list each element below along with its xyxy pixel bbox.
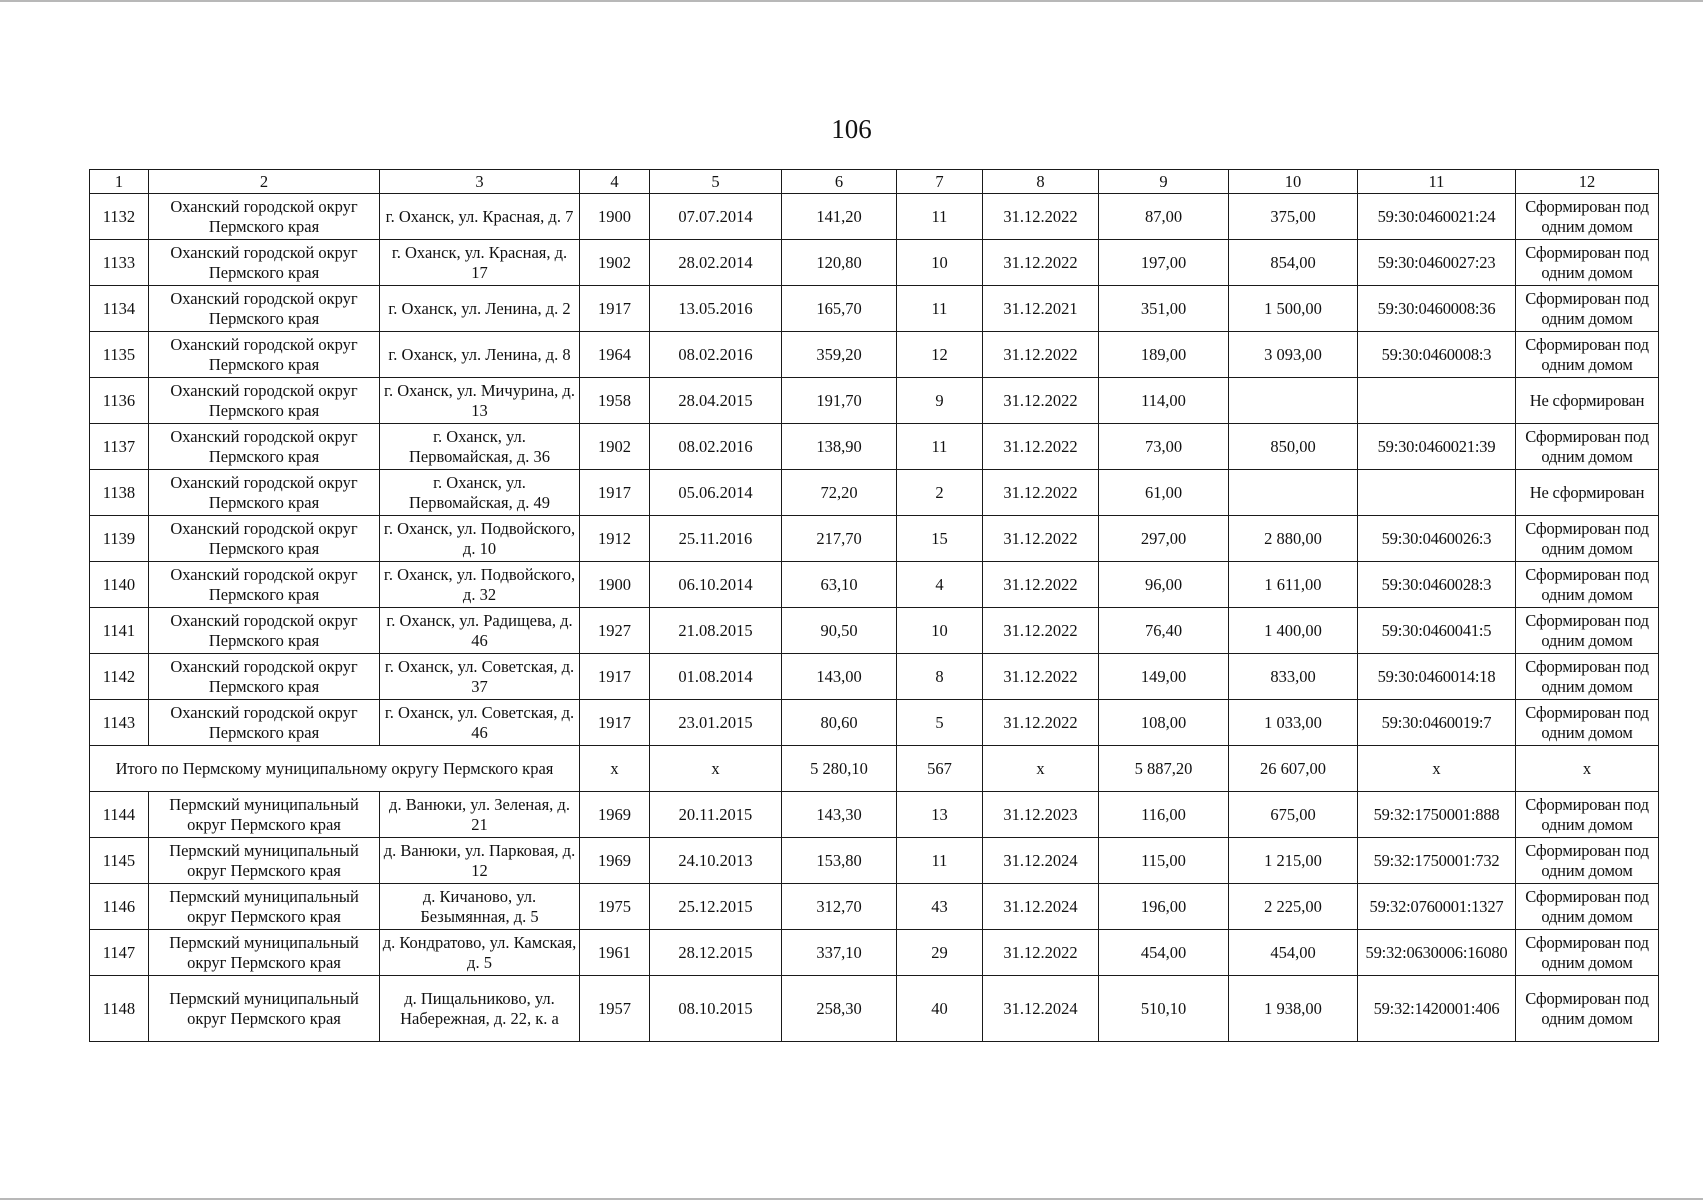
status-cell: Сформирован под одним домом (1516, 884, 1659, 930)
col9-cell: 297,00 (1099, 516, 1229, 562)
col9-cell: 189,00 (1099, 332, 1229, 378)
address-cell: г. Оханск, ул. Подвойского, д. 32 (380, 562, 580, 608)
year-cell: 1975 (580, 884, 650, 930)
subtotal-col10: 26 607,00 (1229, 746, 1358, 792)
deadline-cell: 31.12.2023 (983, 792, 1099, 838)
date-cell: 25.12.2015 (650, 884, 782, 930)
col10-cell: 1 215,00 (1229, 838, 1358, 884)
table-row (90, 562, 1659, 608)
municipality-cell: Оханский городской округ Пермского края (149, 516, 380, 562)
status-cell: Сформирован под одним домом (1516, 332, 1659, 378)
column-header: 6 (782, 170, 897, 194)
cadastral-number-cell: 59:30:0460041:5 (1358, 608, 1516, 654)
subtotal-row (90, 746, 1659, 792)
col9-cell: 61,00 (1099, 470, 1229, 516)
area-cell: 80,60 (782, 700, 897, 746)
area-cell: 165,70 (782, 286, 897, 332)
col10-cell (1229, 378, 1358, 424)
deadline-cell: 31.12.2021 (983, 286, 1099, 332)
deadline-cell: 31.12.2024 (983, 976, 1099, 1042)
table-row (90, 608, 1659, 654)
deadline-cell: 31.12.2022 (983, 378, 1099, 424)
col9-cell: 351,00 (1099, 286, 1229, 332)
col10-cell: 850,00 (1229, 424, 1358, 470)
residents-cell: 40 (897, 976, 983, 1042)
municipality-cell: Оханский городской округ Пермского края (149, 424, 380, 470)
row-number-cell: 1134 (90, 286, 149, 332)
row-number-cell: 1133 (90, 240, 149, 286)
row-number-cell: 1138 (90, 470, 149, 516)
column-header: 8 (983, 170, 1099, 194)
status-cell: Не сформирован (1516, 470, 1659, 516)
area-cell: 138,90 (782, 424, 897, 470)
municipality-cell: Пермский муниципальный округ Пермского края (149, 838, 380, 884)
area-cell: 120,80 (782, 240, 897, 286)
status-cell: Сформирован под одним домом (1516, 562, 1659, 608)
deadline-cell: 31.12.2022 (983, 424, 1099, 470)
municipality-cell: Пермский муниципальный округ Пермского края (149, 792, 380, 838)
table-row (90, 470, 1659, 516)
column-header: 10 (1229, 170, 1358, 194)
col9-cell: 197,00 (1099, 240, 1229, 286)
table-row (90, 194, 1659, 240)
area-cell: 90,50 (782, 608, 897, 654)
col9-cell: 196,00 (1099, 884, 1229, 930)
col10-cell: 1 938,00 (1229, 976, 1358, 1042)
col9-cell: 510,10 (1099, 976, 1229, 1042)
year-cell: 1902 (580, 424, 650, 470)
row-number-cell: 1141 (90, 608, 149, 654)
address-cell: г. Оханск, ул. Красная, д. 17 (380, 240, 580, 286)
status-cell: Сформирован под одним домом (1516, 930, 1659, 976)
col10-cell: 2 880,00 (1229, 516, 1358, 562)
address-cell: г. Оханск, ул. Советская, д. 37 (380, 654, 580, 700)
column-header: 9 (1099, 170, 1229, 194)
table-row (90, 654, 1659, 700)
column-number-row (90, 170, 1659, 194)
address-cell: г. Оханск, ул. Подвойского, д. 10 (380, 516, 580, 562)
column-header: 2 (149, 170, 380, 194)
row-number-cell: 1135 (90, 332, 149, 378)
col10-cell: 375,00 (1229, 194, 1358, 240)
row-number-cell: 1132 (90, 194, 149, 240)
deadline-cell: 31.12.2022 (983, 562, 1099, 608)
status-cell: Сформирован под одним домом (1516, 976, 1659, 1042)
area-cell: 337,10 (782, 930, 897, 976)
date-cell: 06.10.2014 (650, 562, 782, 608)
col10-cell: 854,00 (1229, 240, 1358, 286)
year-cell: 1969 (580, 792, 650, 838)
table-row (90, 516, 1659, 562)
deadline-cell: 31.12.2022 (983, 930, 1099, 976)
municipality-cell: Пермский муниципальный округ Пермского края (149, 976, 380, 1042)
col9-cell: 115,00 (1099, 838, 1229, 884)
column-header: 3 (380, 170, 580, 194)
address-cell: г. Оханск, ул. Ленина, д. 2 (380, 286, 580, 332)
municipality-cell: Оханский городской округ Пермского края (149, 470, 380, 516)
table-row (90, 424, 1659, 470)
area-cell: 217,70 (782, 516, 897, 562)
cadastral-number-cell: 59:30:0460021:39 (1358, 424, 1516, 470)
residents-cell: 2 (897, 470, 983, 516)
col9-cell: 114,00 (1099, 378, 1229, 424)
status-cell: Сформирован под одним домом (1516, 240, 1659, 286)
address-cell: г. Оханск, ул. Красная, д. 7 (380, 194, 580, 240)
residents-cell: 4 (897, 562, 983, 608)
col9-cell: 108,00 (1099, 700, 1229, 746)
residents-cell: 11 (897, 286, 983, 332)
year-cell: 1961 (580, 930, 650, 976)
status-cell: Сформирован под одним домом (1516, 286, 1659, 332)
date-cell: 08.10.2015 (650, 976, 782, 1042)
year-cell: 1917 (580, 470, 650, 516)
cadastral-number-cell: 59:30:0460028:3 (1358, 562, 1516, 608)
row-number-cell: 1144 (90, 792, 149, 838)
address-cell: г. Оханск, ул. Радищева, д. 46 (380, 608, 580, 654)
residents-cell: 8 (897, 654, 983, 700)
col9-cell: 73,00 (1099, 424, 1229, 470)
row-number-cell: 1145 (90, 838, 149, 884)
column-header: 12 (1516, 170, 1659, 194)
residents-cell: 43 (897, 884, 983, 930)
year-cell: 1900 (580, 562, 650, 608)
deadline-cell: 31.12.2022 (983, 470, 1099, 516)
residents-cell: 15 (897, 516, 983, 562)
subtotal-residents: 567 (897, 746, 983, 792)
residents-cell: 12 (897, 332, 983, 378)
register-table (89, 169, 1659, 1042)
residents-cell: 11 (897, 838, 983, 884)
deadline-cell: 31.12.2022 (983, 700, 1099, 746)
column-header: 4 (580, 170, 650, 194)
date-cell: 24.10.2013 (650, 838, 782, 884)
table-row (90, 240, 1659, 286)
date-cell: 28.12.2015 (650, 930, 782, 976)
col9-cell: 149,00 (1099, 654, 1229, 700)
municipality-cell: Оханский городской округ Пермского края (149, 562, 380, 608)
table-row (90, 378, 1659, 424)
date-cell: 05.06.2014 (650, 470, 782, 516)
year-cell: 1917 (580, 700, 650, 746)
municipality-cell: Пермский муниципальный округ Пермского края (149, 930, 380, 976)
municipality-cell: Пермский муниципальный округ Пермского края (149, 884, 380, 930)
col10-cell (1229, 470, 1358, 516)
municipality-cell: Оханский городской округ Пермского края (149, 240, 380, 286)
area-cell: 143,00 (782, 654, 897, 700)
col9-cell: 116,00 (1099, 792, 1229, 838)
cadastral-number-cell: 59:30:0460019:7 (1358, 700, 1516, 746)
status-cell: Не сформирован (1516, 378, 1659, 424)
deadline-cell: 31.12.2022 (983, 516, 1099, 562)
address-cell: д. Ванюки, ул. Зеленая, д. 21 (380, 792, 580, 838)
residents-cell: 11 (897, 194, 983, 240)
subtotal-col9: 5 887,20 (1099, 746, 1229, 792)
scan-top-edge (0, 0, 1703, 2)
table-row (90, 700, 1659, 746)
col10-cell: 1 611,00 (1229, 562, 1358, 608)
address-cell: г. Оханск, ул. Первомайская, д. 49 (380, 470, 580, 516)
residents-cell: 10 (897, 240, 983, 286)
municipality-cell: Оханский городской округ Пермского края (149, 654, 380, 700)
year-cell: 1900 (580, 194, 650, 240)
status-cell: Сформирован под одним домом (1516, 792, 1659, 838)
subtotal-status: x (1516, 746, 1659, 792)
col9-cell: 96,00 (1099, 562, 1229, 608)
year-cell: 1917 (580, 654, 650, 700)
year-cell: 1958 (580, 378, 650, 424)
deadline-cell: 31.12.2024 (983, 838, 1099, 884)
cadastral-number-cell (1358, 378, 1516, 424)
row-number-cell: 1147 (90, 930, 149, 976)
address-cell: д. Кондратово, ул. Камская, д. 5 (380, 930, 580, 976)
status-cell: Сформирован под одним домом (1516, 516, 1659, 562)
col10-cell: 1 033,00 (1229, 700, 1358, 746)
date-cell: 13.05.2016 (650, 286, 782, 332)
residents-cell: 29 (897, 930, 983, 976)
residents-cell: 9 (897, 378, 983, 424)
municipality-cell: Оханский городской округ Пермского края (149, 286, 380, 332)
column-header: 7 (897, 170, 983, 194)
status-cell: Сформирован под одним домом (1516, 654, 1659, 700)
address-cell: д. Пищальниково, ул. Набережная, д. 22, к. а (380, 976, 580, 1042)
date-cell: 01.08.2014 (650, 654, 782, 700)
column-header: 11 (1358, 170, 1516, 194)
col10-cell: 2 225,00 (1229, 884, 1358, 930)
table-row (90, 838, 1659, 884)
subtotal-area: 5 280,10 (782, 746, 897, 792)
year-cell: 1927 (580, 608, 650, 654)
col10-cell: 833,00 (1229, 654, 1358, 700)
row-number-cell: 1136 (90, 378, 149, 424)
cadastral-number-cell: 59:32:0760001:1327 (1358, 884, 1516, 930)
table-row (90, 792, 1659, 838)
municipality-cell: Оханский городской округ Пермского края (149, 332, 380, 378)
residents-cell: 11 (897, 424, 983, 470)
municipality-cell: Оханский городской округ Пермского края (149, 378, 380, 424)
area-cell: 72,20 (782, 470, 897, 516)
cadastral-number-cell: 59:32:1750001:732 (1358, 838, 1516, 884)
area-cell: 63,10 (782, 562, 897, 608)
page-number: 106 (831, 114, 872, 144)
area-cell: 359,20 (782, 332, 897, 378)
date-cell: 23.01.2015 (650, 700, 782, 746)
area-cell: 153,80 (782, 838, 897, 884)
area-cell: 191,70 (782, 378, 897, 424)
area-cell: 141,20 (782, 194, 897, 240)
table-row (90, 976, 1659, 1042)
year-cell: 1902 (580, 240, 650, 286)
status-cell: Сформирован под одним домом (1516, 608, 1659, 654)
table-row (90, 930, 1659, 976)
subtotal-date: x (650, 746, 782, 792)
area-cell: 258,30 (782, 976, 897, 1042)
deadline-cell: 31.12.2022 (983, 194, 1099, 240)
cadastral-number-cell: 59:32:1750001:888 (1358, 792, 1516, 838)
deadline-cell: 31.12.2022 (983, 332, 1099, 378)
date-cell: 20.11.2015 (650, 792, 782, 838)
col9-cell: 454,00 (1099, 930, 1229, 976)
date-cell: 28.04.2015 (650, 378, 782, 424)
deadline-cell: 31.12.2022 (983, 654, 1099, 700)
deadline-cell: 31.12.2024 (983, 884, 1099, 930)
table-body (90, 194, 1659, 1042)
municipality-cell: Оханский городской округ Пермского края (149, 608, 380, 654)
deadline-cell: 31.12.2022 (983, 240, 1099, 286)
cadastral-number-cell: 59:30:0460014:18 (1358, 654, 1516, 700)
status-cell: Сформирован под одним домом (1516, 838, 1659, 884)
cadastral-number-cell: 59:32:0630006:16080 (1358, 930, 1516, 976)
table-row (90, 286, 1659, 332)
status-cell: Сформирован под одним домом (1516, 700, 1659, 746)
subtotal-deadline: x (983, 746, 1099, 792)
col10-cell: 675,00 (1229, 792, 1358, 838)
area-cell: 143,30 (782, 792, 897, 838)
cadastral-number-cell: 59:30:0460021:24 (1358, 194, 1516, 240)
cadastral-number-cell: 59:30:0460008:36 (1358, 286, 1516, 332)
address-cell: г. Оханск, ул. Советская, д. 46 (380, 700, 580, 746)
row-number-cell: 1146 (90, 884, 149, 930)
area-cell: 312,70 (782, 884, 897, 930)
row-number-cell: 1139 (90, 516, 149, 562)
cadastral-number-cell: 59:30:0460026:3 (1358, 516, 1516, 562)
row-number-cell: 1148 (90, 976, 149, 1042)
year-cell: 1917 (580, 286, 650, 332)
cadastral-number-cell (1358, 470, 1516, 516)
column-header: 5 (650, 170, 782, 194)
address-cell: г. Оханск, ул. Первомайская, д. 36 (380, 424, 580, 470)
date-cell: 21.08.2015 (650, 608, 782, 654)
year-cell: 1912 (580, 516, 650, 562)
deadline-cell: 31.12.2022 (983, 608, 1099, 654)
row-number-cell: 1143 (90, 700, 149, 746)
cadastral-number-cell: 59:30:0460027:23 (1358, 240, 1516, 286)
cadastral-number-cell: 59:30:0460008:3 (1358, 332, 1516, 378)
row-number-cell: 1137 (90, 424, 149, 470)
cadastral-number-cell: 59:32:1420001:406 (1358, 976, 1516, 1042)
col10-cell: 1 400,00 (1229, 608, 1358, 654)
residents-cell: 13 (897, 792, 983, 838)
date-cell: 25.11.2016 (650, 516, 782, 562)
col10-cell: 454,00 (1229, 930, 1358, 976)
status-cell: Сформирован под одним домом (1516, 194, 1659, 240)
date-cell: 08.02.2016 (650, 332, 782, 378)
table-row (90, 884, 1659, 930)
year-cell: 1957 (580, 976, 650, 1042)
address-cell: г. Оханск, ул. Мичурина, д. 13 (380, 378, 580, 424)
residents-cell: 5 (897, 700, 983, 746)
table-row (90, 332, 1659, 378)
column-header: 1 (90, 170, 149, 194)
municipality-cell: Оханский городской округ Пермского края (149, 700, 380, 746)
subtotal-label: Итого по Пермскому муниципальному округу Пермского края (90, 746, 580, 792)
status-cell: Сформирован под одним домом (1516, 424, 1659, 470)
row-number-cell: 1142 (90, 654, 149, 700)
municipality-cell: Оханский городской округ Пермского края (149, 194, 380, 240)
year-cell: 1969 (580, 838, 650, 884)
col10-cell: 1 500,00 (1229, 286, 1358, 332)
date-cell: 07.07.2014 (650, 194, 782, 240)
date-cell: 08.02.2016 (650, 424, 782, 470)
address-cell: г. Оханск, ул. Ленина, д. 8 (380, 332, 580, 378)
col9-cell: 87,00 (1099, 194, 1229, 240)
col9-cell: 76,40 (1099, 608, 1229, 654)
subtotal-year: x (580, 746, 650, 792)
residents-cell: 10 (897, 608, 983, 654)
date-cell: 28.02.2014 (650, 240, 782, 286)
address-cell: д. Кичаново, ул. Безымянная, д. 5 (380, 884, 580, 930)
row-number-cell: 1140 (90, 562, 149, 608)
address-cell: д. Ванюки, ул. Парковая, д. 12 (380, 838, 580, 884)
year-cell: 1964 (580, 332, 650, 378)
subtotal-cadastral: x (1358, 746, 1516, 792)
col10-cell: 3 093,00 (1229, 332, 1358, 378)
